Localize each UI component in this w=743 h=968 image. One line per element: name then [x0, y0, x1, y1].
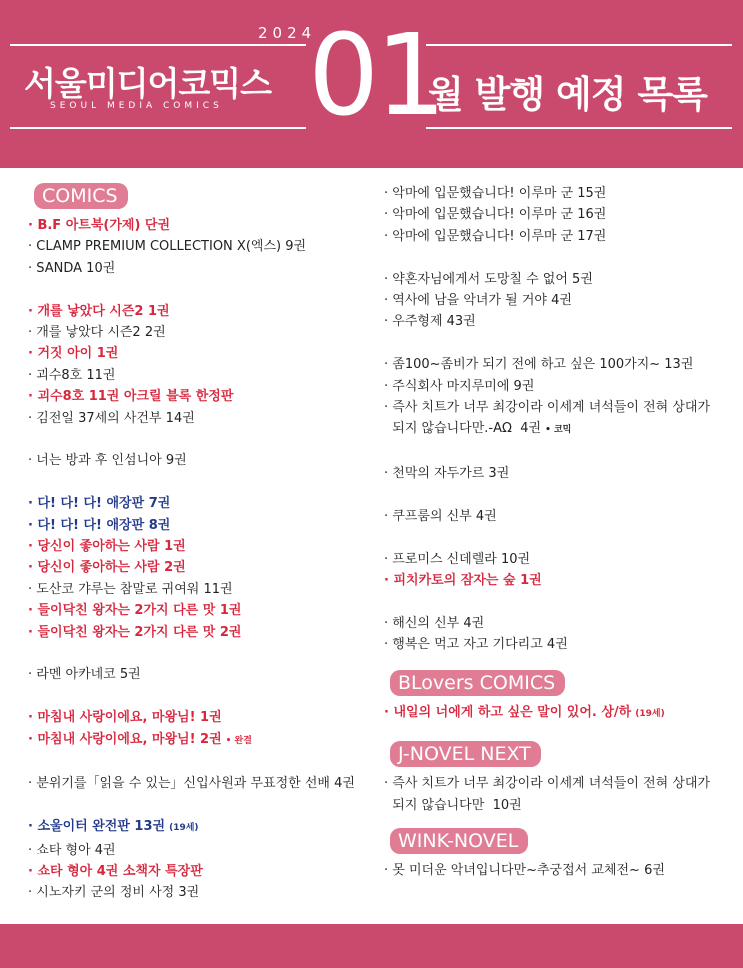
list-item: · 주식회사 마지루미에 9권	[384, 378, 535, 394]
list-item: · 행복은 먹고 자고 기다리고 4권	[384, 637, 568, 653]
list-item	[384, 702, 734, 725]
list-item: · 괴수8호 11권	[28, 367, 116, 383]
page-title: 월 발행 예정 목록	[428, 73, 707, 116]
list-item	[28, 729, 373, 752]
list-item: · 쇼타 형아 4권 소책자 특장판	[28, 864, 203, 880]
list-item	[28, 816, 373, 839]
header-banner	[0, 0, 743, 168]
spacer	[28, 429, 373, 450]
list-item: · 프로미스 신데렐라 10권	[384, 551, 531, 567]
list-item: · 우주형제 43권	[384, 314, 476, 330]
spacer	[28, 472, 373, 493]
list-item: · 거짓 아이 1권	[28, 346, 119, 362]
spacer	[28, 686, 373, 707]
publisher-logo-english: SEOUL MEDIA COMICS	[50, 101, 223, 111]
list-item: · 들이닥친 왕자는 2가지 다른 맛 2권	[28, 624, 242, 640]
header-bottom-rule-left	[10, 127, 306, 129]
spacer	[28, 795, 373, 816]
list-item: · 개를 낳았다 시즌2 1권	[28, 303, 170, 319]
list-item-note: • 완결	[225, 735, 252, 746]
header-top-rule-right	[426, 44, 732, 46]
spacer	[384, 485, 734, 506]
list-item: · 쿠프룸의 신부 4권	[384, 509, 497, 525]
list-item: · 당신이 좋아하는 사람 1권	[28, 539, 186, 555]
spacer	[384, 333, 734, 354]
spacer	[384, 656, 734, 670]
list-item-note: • 코믹	[545, 425, 572, 436]
list-item: · 분위기를「읽을 수 있는」신입사원과 무표정한 선배 4권	[28, 776, 355, 792]
section-badge-comics: COMICS	[34, 183, 128, 209]
list-item: · 다! 다! 다! 애장판 7권	[28, 496, 171, 512]
year-label: 2024	[258, 24, 317, 42]
list-item: · 즉사 치트가 너무 최강이라 이세계 녀석들이 전혀 상대가	[384, 400, 711, 416]
list-item: · 괴수8호 11권 아크릴 블록 한정판	[28, 389, 234, 405]
list-item: · 피치카토의 잠자는 숲 1권	[384, 573, 542, 589]
section-badge-blovers: BLovers COMICS	[390, 670, 565, 696]
list-item: · 당신이 좋아하는 사람 2권	[28, 560, 186, 576]
spacer	[384, 592, 734, 613]
spacer	[384, 527, 734, 548]
month-number: 01	[308, 11, 443, 141]
spacer	[384, 247, 734, 268]
list-item-title: · 소울이터 완전판 13권	[28, 819, 166, 835]
list-item: · CLAMP PREMIUM COLLECTION X(엑스) 9권	[28, 239, 307, 255]
list-item: · 도산코 갸루는 참말로 귀여워 11권	[28, 581, 233, 597]
spacer	[28, 643, 373, 664]
list-item: · 악마에 입문했습니다! 이루마 군 16권	[384, 207, 607, 223]
list-item: · 라멘 아카네코 5권	[28, 667, 141, 683]
list-item: · SANDA 10권	[28, 260, 116, 276]
list-item-note: (19세)	[635, 708, 665, 719]
list-item: · 쇼타 형아 4권	[28, 842, 116, 858]
list-item: · 다! 다! 다! 애장판 8권	[28, 517, 171, 533]
list-item: · 천막의 자두가르 3권	[384, 466, 510, 482]
publisher-logo-text: 서울미디어코믹스	[24, 64, 272, 103]
list-item-note: (19세)	[169, 823, 199, 834]
list-item: · 마침내 사랑이에요, 마왕님! 1권	[28, 710, 222, 726]
list-item: · 악마에 입문했습니다! 이루마 군 17권	[384, 228, 607, 244]
right-column	[384, 183, 734, 881]
list-item	[384, 418, 734, 441]
spacer	[384, 816, 734, 828]
header-bottom-rule-right	[426, 127, 732, 129]
spacer	[384, 442, 734, 463]
list-item: · 즉사 치트가 너무 최강이라 이세계 녀석들이 전혀 상대가	[384, 776, 711, 792]
list-item: · 못 미더운 악녀입니다만~추궁접서 교체전~ 6권	[384, 863, 665, 879]
list-item-title: 되지 않습니다만.-AΩ 4권	[384, 421, 542, 437]
list-item: · 너는 방과 후 인섬니아 9권	[28, 453, 187, 469]
header-top-rule-left	[10, 44, 306, 46]
list-item: · 시노자키 군의 정비 사정 3권	[28, 885, 200, 901]
section-badge-wink: WINK-NOVEL	[390, 828, 528, 854]
list-item-title: · 마침내 사랑이에요, 마왕님! 2권	[28, 731, 222, 747]
list-item: · 역사에 남을 악녀가 될 거야 4권	[384, 293, 572, 309]
section-badge-jnovel: J-NOVEL NEXT	[390, 741, 541, 767]
footer-bar	[0, 924, 743, 968]
list-item: · B.F 아트북(가제) 단권	[28, 218, 171, 233]
list-item: · 악마에 입문했습니다! 이루마 군 15권	[384, 186, 607, 201]
list-item: · 약혼자님에게서 도망칠 수 없어 5권	[384, 271, 593, 287]
list-item: 되지 않습니다만 10권	[384, 797, 522, 813]
list-item-title: · 내일의 너에게 하고 싶은 말이 있어. 상/하	[384, 704, 632, 720]
list-item: · 들이닥친 왕자는 2가지 다른 맛 1권	[28, 603, 242, 619]
list-item: · 좀100~좀비가 되기 전에 하고 싶은 100가지~ 13권	[384, 357, 694, 373]
spacer	[28, 279, 373, 300]
list-item: · 개를 낳았다 시즌2 2권	[28, 325, 166, 341]
left-column	[28, 183, 373, 904]
spacer	[384, 725, 734, 741]
spacer	[28, 752, 373, 773]
list-item: · 김전일 37세의 사건부 14권	[28, 410, 195, 426]
list-item: · 해신의 신부 4권	[384, 616, 485, 632]
